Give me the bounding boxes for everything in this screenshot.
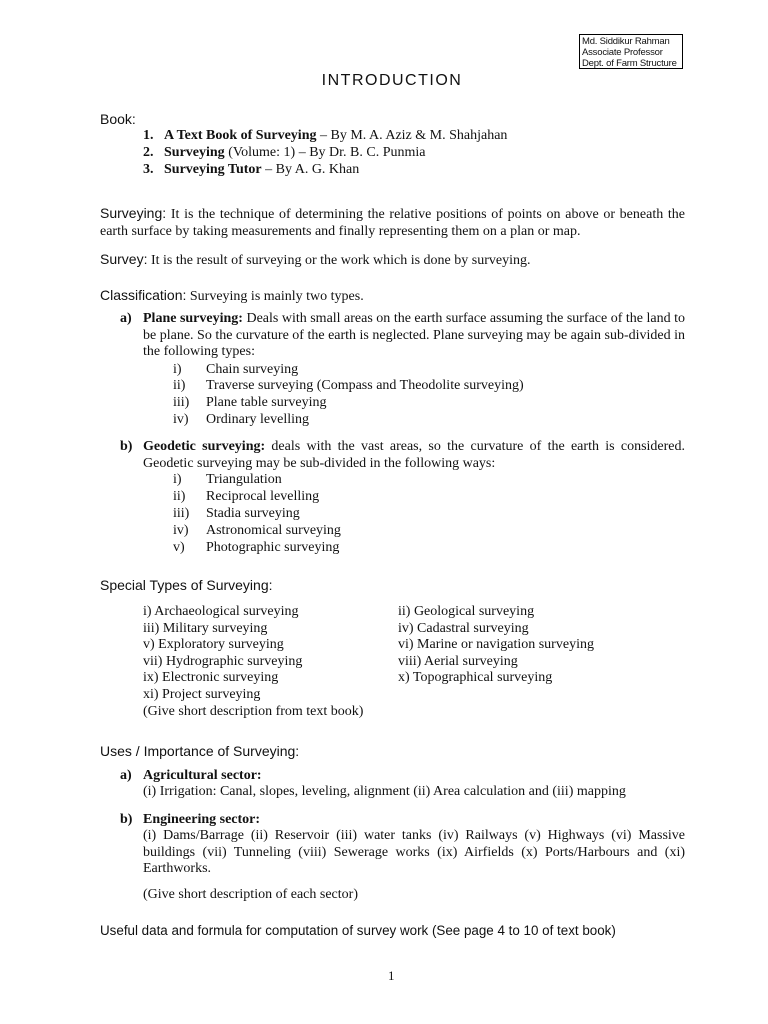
author-box [579,34,683,69]
classification-intro: Classification: Surveying is mainly two types. [100,287,364,304]
list-item: i) Chain surveying [173,362,299,377]
agricultural-sector-text: (i) Irrigation: Canal, slopes, leveling, alignment (ii) Area calculation and (iii) mapping [143,784,626,799]
list-item: ii) Traverse surveying (Compass and Theodolite surveying) [173,378,524,393]
list-item: xi) Project surveying [143,687,261,702]
list-item: viii) Aerial surveying [398,654,518,669]
special-types-heading: Special Types of Surveying: [100,577,273,593]
list-item: i) Triangulation [173,472,282,487]
list-item: iv) Astronomical surveying [173,523,341,538]
author-title: Associate Professor [582,47,663,58]
list-item: iv) Cadastral surveying [398,621,529,636]
list-item: iv) Ordinary levelling [173,412,310,427]
book-title: Surveying [164,145,225,160]
list-item: vii) Hydrographic surveying [143,654,303,669]
list-item: ii) Geological surveying [398,604,535,619]
book-item: 2. Surveying (Volume: 1) – By Dr. B. C. Punmia [143,145,426,160]
agricultural-sector-title: Agricultural sector: [143,768,262,783]
list-item: iii) Military surveying [143,621,268,636]
author-name: Md. Siddikur Rahman [582,36,670,47]
uses-heading: Uses / Importance of Surveying: [100,743,300,759]
author-dept: Dept. of Farm Structure [582,58,677,69]
footer-note: Useful data and formula for computation of survey work (See page 4 to 10 of text book) [100,923,616,938]
list-item: ii) Reciprocal levelling [173,489,320,504]
plane-surveying-text: Plane surveying: Deals with small areas on the earth surface assuming the surface of the land to be plane. So the curvature of the earth is neglected. Plane surveying may be again sub-divided in the following types: [143,311,685,360]
list-item: iii) Stadia surveying [173,506,300,521]
list-marker: b) [120,439,133,454]
list-marker: a) [120,768,132,783]
book-item: 1. A Text Book of Surveying – By M. A. Aziz & M. Shahjahan [143,128,508,143]
survey-definition: Survey: It is the result of surveying or the work which is done by surveying. [100,251,531,268]
list-marker: b) [120,812,133,827]
geodetic-surveying-text: Geodetic surveying: deals with the vast areas, so the curvature of the earth is considered. Geodetic surveying may be sub-divided in the following ways: [143,439,685,471]
list-marker: a) [120,311,132,326]
surveying-definition: Surveying: It is the technique of determining the relative positions of points on above or beneath the earth surface by taking measurements and finally representing them on a plan or map. [100,205,685,239]
engineering-sector-note: (Give short description of each sector) [143,887,358,902]
list-item: i) Archaeological surveying [143,604,299,619]
list-item: x) Topographical surveying [398,670,553,685]
page-title: INTRODUCTION [321,72,463,89]
engineering-sector-title: Engineering sector: [143,812,261,827]
list-item: ix) Electronic surveying [143,670,279,685]
list-item: v) Photographic surveying [173,540,340,555]
list-item: vi) Marine or navigation surveying [398,637,594,652]
book-title: A Text Book of Surveying [164,128,317,143]
book-title: Surveying Tutor [164,162,262,177]
engineering-sector-text: (i) Dams/Barrage (ii) Reservoir (iii) water tanks (iv) Railways (v) Highways (vi) Massive buildings (vii) Tunneling (viii) Sewerage works (ix) Airfields (x) Ports/Harbours and (xi) Earthworks. [143,828,685,877]
list-item: v) Exploratory surveying [143,637,284,652]
list-item: (Give short description from text book) [143,704,364,719]
book-item: 3. Surveying Tutor – By A. G. Khan [143,162,360,177]
page-number: 1 [388,968,395,983]
list-item: iii) Plane table surveying [173,395,327,410]
book-heading: Book: [100,111,136,127]
